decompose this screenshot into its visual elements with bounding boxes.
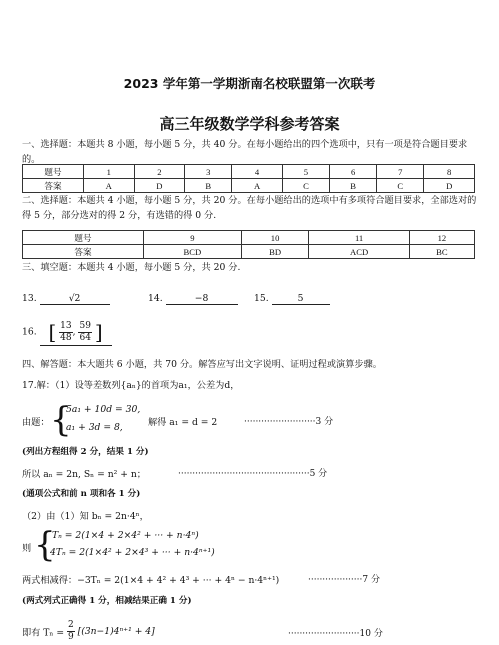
table-row-label: 答案: [23, 179, 84, 193]
q16-fraction-1: $\frac{13}{48}$: [60, 320, 72, 343]
answer-cell: BC: [409, 245, 474, 259]
section1-intro: 一、选择题：本题共 8 小题，每小题 5 分，共 40 分。在每小题给出的四个选项中，只有一项是符合题目要求的。: [22, 139, 468, 165]
question-number: 9: [144, 231, 242, 245]
answer-cell: B: [330, 179, 377, 193]
question-number: 6: [330, 165, 377, 179]
q17-then-label: 则: [22, 543, 32, 554]
q17-equation-3: Tₙ = 2(1×4 + 2×4² + ··· + n·4ⁿ): [52, 530, 199, 541]
answer-cell: BD: [241, 245, 309, 259]
question-number: 11: [309, 231, 409, 245]
q17-subtract: 两式相减得：−3Tₙ = 2(1×4 + 4² + 4³ + ··· + 4ⁿ − n·4ⁿ⁺¹): [22, 575, 280, 586]
q17-line1: 17.解：（1）设等差数列{aₙ}的首项为a₁，公差为d，: [22, 380, 240, 391]
answer-cell: D: [424, 179, 475, 193]
q14-answer: −8: [166, 293, 238, 305]
question-number: 7: [377, 165, 424, 179]
question-number: 10: [241, 231, 309, 245]
table-row-label: 答案: [23, 245, 144, 259]
q17-result-body: [(3n−1)4ⁿ⁺¹ + 4]: [77, 626, 155, 637]
section3-intro: 三、填空题：本题共 4 小题，每小题 5 分，共 20 分.: [22, 262, 241, 273]
table-row: [23, 245, 475, 259]
q16-row: [22, 320, 112, 352]
section4-intro: 四、解答题：本大题共 6 小题，共 70 分。解答应写出文字说明、证明过程或演算步骤。: [22, 359, 382, 370]
q17-line2: 所以 aₙ = 2n, Sₙ = n² + n；: [22, 469, 146, 480]
answer-cell: A: [84, 179, 135, 193]
q17-result-prefix: 即有 Tₙ =: [22, 627, 65, 639]
answer-cell: D: [134, 179, 185, 193]
q17-equation-1: 5a₁ + 10d = 30,: [66, 404, 141, 415]
q16-answer: [ $\frac{13}{48}$ , $\frac{59}{64}$ ]: [40, 320, 112, 346]
q15-row: [254, 293, 330, 305]
q17-score-7: ···················7 分: [308, 575, 380, 585]
question-number: 4: [232, 165, 283, 179]
table-row-label: 题号: [23, 231, 144, 245]
q15-label: 15.: [254, 293, 269, 304]
q17-system1: [22, 400, 480, 442]
question-number: 1: [84, 165, 135, 179]
q14-row: [148, 293, 238, 305]
q13-label: 13.: [22, 293, 37, 304]
table-row-label: 题号: [23, 165, 84, 179]
answer-cell: BCD: [144, 245, 242, 259]
brace-icon: {: [34, 525, 56, 565]
question-number: 2: [134, 165, 185, 179]
answer-cell: ACD: [309, 245, 409, 259]
exam-title: 2023 学年第一学期浙南名校联盟第一次联考: [123, 76, 376, 91]
section2-intro: 二、选择题：本题共 4 小题，每小题 5 分，共 20 分。在每小题给出的选项中有多项符合题目要求，全部选对的得 5 分，部分选对的得 2 分，有选错的得 0 分.: [22, 195, 477, 221]
q17-result: [22, 620, 155, 643]
section1-answer-table: [22, 164, 475, 193]
q15-answer: 5: [272, 293, 330, 305]
q17-score-3: ·························3 分: [244, 417, 334, 427]
q17-equation-4: 4Tₙ = 2(1×4² + 2×4³ + ··· + n·4ⁿ⁺¹): [50, 547, 215, 558]
table-row: [23, 179, 475, 193]
q14-label: 14.: [148, 293, 163, 304]
q16-fraction-2: $\frac{59}{64}$: [79, 320, 91, 343]
question-number: 3: [185, 165, 232, 179]
q17-result-fraction: $\frac{2}{9}$: [67, 620, 74, 642]
question-number: 8: [424, 165, 475, 179]
table-row: [23, 165, 475, 179]
answer-cell: B: [185, 179, 232, 193]
table-row: [23, 231, 475, 245]
q17-score-10: ·························10 分: [288, 629, 383, 639]
q17-equation-2: a₁ + 3d = 8,: [66, 422, 123, 433]
question-number: 12: [409, 231, 474, 245]
section2-answer-table: [22, 230, 475, 259]
answer-cell: C: [377, 179, 424, 193]
q16-label: 16.: [22, 326, 37, 338]
answer-title: 高三年级数学学科参考答案: [159, 115, 340, 133]
q17-part2: （2）由（1）知 bₙ = 2n·4ⁿ，: [22, 511, 149, 522]
q17-solution: 解得 a₁ = d = 2: [148, 417, 218, 428]
q17-system2: [22, 526, 480, 566]
answer-cell: A: [232, 179, 283, 193]
q17-by-label: 由题：: [22, 417, 50, 428]
question-number: 5: [282, 165, 329, 179]
q17-score-5: ··············································5 分: [178, 469, 328, 479]
answer-cell: C: [282, 179, 329, 193]
brace-icon: {: [50, 400, 72, 440]
q17-note-1: (列出方程组得 2 分，结果 1 分): [22, 447, 149, 457]
q17-note-3: (两式列式正确得 1 分，相减结果正确 1 分): [22, 596, 192, 606]
q17-note-2: (通项公式和前 n 项和各 1 分): [22, 489, 141, 499]
q13-answer: √2: [40, 293, 110, 305]
q13-row: [22, 293, 110, 305]
